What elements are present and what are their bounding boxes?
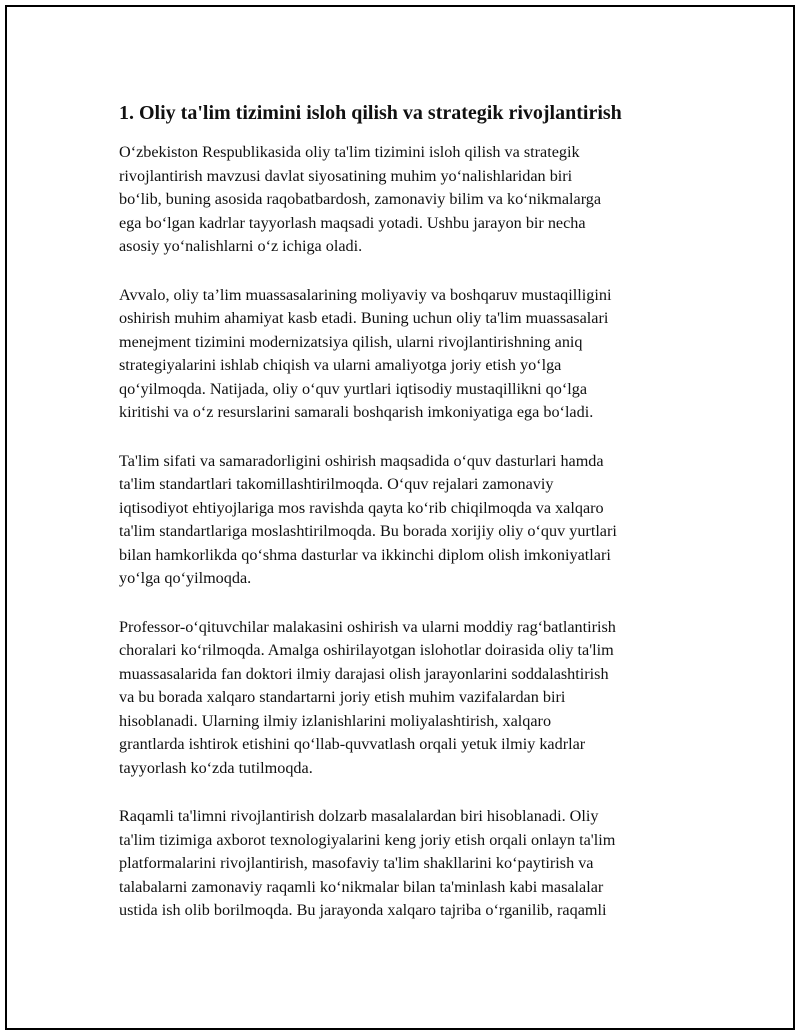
page-frame xyxy=(5,5,795,1030)
paragraph-3 xyxy=(119,450,697,591)
text-line: rivojlantirish mavzusi davlat siyosatining muhim yo‘nalishlaridan biri xyxy=(119,166,573,185)
text-line: Professor-o‘qituvchilar malakasini oshirish va ularni moddiy rag‘batlantirish xyxy=(119,617,616,636)
text-line: choralari ko‘rilmoqda. Amalga oshirilayotgan islohotlar doirasida oliy ta'lim xyxy=(119,641,614,659)
paragraph-1 xyxy=(119,141,697,259)
text-line: ustida ish olib borilmoqda. Bu jarayonda xalqaro tajriba o‘rganilib, raqamli xyxy=(119,901,607,919)
text-line: platformalarini rivojlantirish, masofaviy ta'lim shakllarini ko‘paytirish va xyxy=(119,854,594,872)
paragraph-2 xyxy=(119,284,697,425)
text-line: qo‘yilmoqda. Natijada, oliy o‘quv yurtlari iqtisodiy mustaqillikni qo‘lga xyxy=(119,379,588,398)
text-line: iqtisodiyot ehtiyojlariga mos ravishda qayta ko‘rib chiqilmoqda va xalqaro xyxy=(119,498,604,517)
section-title: 1. Oliy ta'lim tizimini isloh qilish va strategik rivojlantirish xyxy=(119,102,622,124)
text-line: asosiy yo‘nalishlarni o‘z ichiga oladi. xyxy=(119,237,363,255)
text-line: ega bo‘lgan kadrlar tayyorlash maqsadi yotadi. Ushbu jarayon bir necha xyxy=(119,213,586,232)
text-line: ta'lim standartlari takomillashtirilmoqda. O‘quv rejalari zamonaviy xyxy=(119,475,554,493)
text-line: O‘zbekiston Respublikasida oliy ta'lim tizimini isloh qilish va strategik xyxy=(119,143,580,161)
text-line: Raqamli ta'limni rivojlantirish dolzarb masalalardan biri hisoblanadi. Oliy xyxy=(119,807,599,825)
text-line: talabalarni zamonaviy raqamli ko‘nikmalar bilan ta'minlash kabi masalalar xyxy=(119,877,604,896)
text-line: kiritishi va o‘z resurslarini samarali boshqarish imkoniyatiga ega bo‘ladi. xyxy=(119,403,594,421)
document-body xyxy=(119,99,697,948)
text-line: grantlarda ishtirok etishini qo‘llab-quvvatlash orqali yetuk ilmiy kadrlar xyxy=(119,735,586,753)
text-line: menejment tizimini modernizatsiya qilish, ularni rivojlantirishning aniq xyxy=(119,332,583,351)
paragraph-4 xyxy=(119,616,697,781)
text-line: ta'lim standartlariga moslashtirilmoqda. Bu borada xorijiy oliy o‘quv yurtlari xyxy=(119,522,617,540)
text-line: yo‘lga qo‘yilmoqda. xyxy=(119,569,252,587)
text-line: Avvalo, oliy ta’lim muassasalarining moliyaviy va boshqaruv mustaqilligini xyxy=(119,285,612,304)
text-line: bilan hamkorlikda qo‘shma dasturlar va ikkinchi diplom olish imkoniyatlari xyxy=(119,545,611,564)
text-line: tayyorlash ko‘zda tutilmoqda. xyxy=(119,758,313,777)
text-line: bo‘lib, buning asosida raqobatbardosh, zamonaviy bilim va ko‘nikmalarga xyxy=(119,190,602,208)
text-line: hisoblanadi. Ularning ilmiy izlanishlarini moliyalashtirish, xalqaro xyxy=(119,711,552,730)
text-line: Ta'lim sifati va samaradorligini oshirish maqsadida o‘quv dasturlari hamda xyxy=(119,451,604,470)
text-line: strategiyalarini ishlab chiqish va ularni amaliyotga joriy etish yo‘lga xyxy=(119,356,562,374)
text-line: va bu borada xalqaro standartarni joriy etish muhim vazifalardan biri xyxy=(119,688,566,706)
paragraph-5 xyxy=(119,805,697,923)
text-line: ta'lim tizimiga axborot texnologiyalarini keng joriy etish orqali onlayn ta'lim xyxy=(119,830,616,849)
text-line: oshirish muhim ahamiyat kasb etadi. Buning uchun oliy ta'lim muassasalari xyxy=(119,309,609,327)
text-line: muassasalarida fan doktori ilmiy darajasi olish jarayonlarini soddalashtirish xyxy=(119,664,609,683)
